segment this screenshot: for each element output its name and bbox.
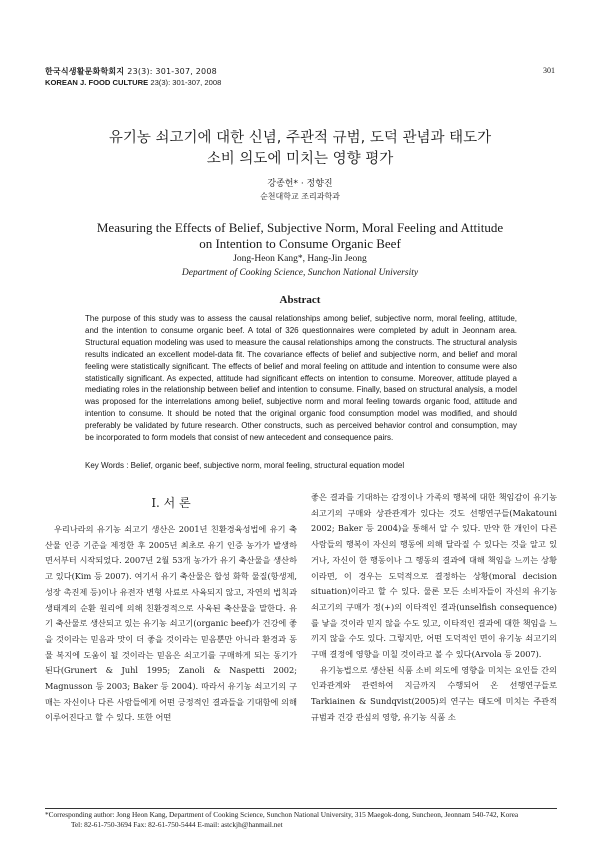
abstract-heading: Abstract xyxy=(279,294,321,306)
affiliation-en: Department of Cooking Science, Sunchon National University xyxy=(181,268,419,278)
title-ko-line1: 유기농 쇠고기에 대한 신념, 주관적 규범, 도덕 관념과 태도가 xyxy=(108,130,492,146)
intro-paragraph-2: 유기농법으로 생산된 식품 소비 의도에 영향을 미치는 요인들 간의 인과관계와 관련하여 지금까지 수행되어 온 선행연구들로 Tarkiainen & Sundqvist(2005)의 연구는 태도에 미치는 주관적 규범과 건강 관심의 영향, 유기농 식품 소 xyxy=(311,664,557,722)
footnote xyxy=(45,810,518,830)
journal-volume-en: 23(3): 301-307, 2008 xyxy=(150,78,222,87)
abstract-text: The purpose of this study was to assess the causal relationships among belief, subjective norm, moral feeling, attitude, and the intention to consume organic beef. A total of 326 questionnaires were completed by adult in Jeonnam area. Structural equation modeling was used to measure the causal relationships among the constructs. The structural analysis results indicated an excellent model-data fit. The covariance effects of belief and subjective norm, and belief and moral feeling were statistically significant. The effects of belief and moral feeling on attitude and intention to consume were also statistically significant. As expected, attitude had significant effects on intention to consume. Moreover, attitude played a mediating roles in the relationship between belief and intention to consume. Finally, based on structural analysis, a model was proposed for the interrelations among belief, subjective norm and moral feeling towards organic food, attitude and intention to consume. It should be noted that the original organic food consumption model was modified, and should preferably be validated by future research. Other constructs, such as perceived behavior control and consumption, may be incorporated to form models that consist of new antecedent and consequence pairs. xyxy=(85,314,517,443)
title-en-line2: on Intention to Consume Organic Beef xyxy=(199,236,401,251)
title-ko-line2: 소비 의도에 미치는 영향 평가 xyxy=(206,151,394,167)
authors-ko: 강종헌* · 정향진 xyxy=(267,179,333,189)
title-en-line1: Measuring the Effects of Belief, Subjective Norm, Moral Feeling and Attitude xyxy=(96,220,504,235)
journal-name-en xyxy=(45,78,221,87)
journal-title-ko: 한국식생활문화학회지 xyxy=(45,67,125,76)
body-column-left xyxy=(45,522,297,726)
section-heading-introduction: I. 서 론 xyxy=(151,496,191,510)
affiliation-ko: 순천대학교 조리과학과 xyxy=(260,192,340,201)
intro-paragraph-1-continued: 좋은 결과를 기대하는 감정이나 가족의 행복에 대한 책임감이 유기농 쇠고기의 구매와 상관관계가 있다는 것도 선행연구들(Makatouni 2002; Baker 등 2004)을 통해서 알 수 있다. 만약 한 개인이 다른 사람들의 행복이 자신의 행동에 의해 달라질 수 있다는 것을 알고 있거나, 자신이 한 행동이나 그 행동의 결과에 대해 책임을 느끼는 상황이라면, 이 경우는 도덕적으로 결정하는 상황(moral decision situation)이라고 할 수 있다. 물론 모든 소비자들이 자신의 유기농 쇠고기의 구매가 정(+)의 이타적인 결과(unselfish consequence)를 낳을 것이라 믿지 않을 수도 있고, 이타적인 결과에 대한 책임을 느끼지 않을 수도 있다. 그렇지만, 어떤 도덕적인 면이 유기농 쇠고기의 구매 결정에 영향을 미칠 것이라고 볼 수 있다(Arvola 등 2007). xyxy=(311,492,557,660)
page-number: 301 xyxy=(543,66,555,75)
footnote-contact: Tel: 82-61-750-3694 Fax: 82-61-750-5444 E-mail: astckjh@hanmail.net xyxy=(71,820,283,829)
body-column-right xyxy=(311,490,557,726)
footnote-divider xyxy=(45,808,557,809)
intro-paragraph-1: 우리나라의 유기농 쇠고기 생산은 2001년 친환경육성법에 유기 축산물 인증 기준을 제정한 후 2005년 최초로 유기 인증 농가가 발생하면서부터 시작되었다. 2007년 2월 53개 농가가 유기 축산물을 생산하고 있다(Kim 등 2007). 여기서 유기 축산물은 합성 화학 물질(항생제, 성장 촉진제 등)이나 유전자 변형 사료로 사육되지 않고, 자연의 법칙과 생태계의 순환 원리에 의해 친환경적으로 사육된 축산물을 말한다. 유기 축산물로 생산되고 있는 유기농 쇠고기(organic beef)가 건강에 좋을 것이라는 믿음과 맛이 더 좋을 것이라는 믿음뿐만 아니라 환경과 동물 복지에 도움이 될 것이라는 믿음은 쇠고기를 구매하게 되는 동기가 된다(Grunert & Juhl 1995; Zanoli & Naspetti 2002; Magnusson 등 2003; Baker 등 2004). 따라서 유기농 쇠고기의 구매는 자신이나 다른 사람들에게 어떤 긍정적인 결과들을 기대함에 의해 이루어진다고 할 수 있다. 또한 어떤 xyxy=(45,524,297,723)
journal-title-en: KOREAN J. FOOD CULTURE xyxy=(45,78,149,87)
journal-volume-ko: 23(3): 301-307, 2008 xyxy=(127,67,217,76)
authors-en: Jong-Heon Kang*, Hang-Jin Jeong xyxy=(233,254,367,264)
footnote-corresponding-author: *Corresponding author: Jong Heon Kang, Department of Cooking Science, Sunchon National University, 315 Maegok-dong, Suncheon, Jeonnam 540-742, Korea xyxy=(45,810,519,819)
journal-name-ko xyxy=(45,66,217,77)
keywords: Key Words : Belief, organic beef, subjective norm, moral feeling, structural equation model xyxy=(85,461,405,470)
